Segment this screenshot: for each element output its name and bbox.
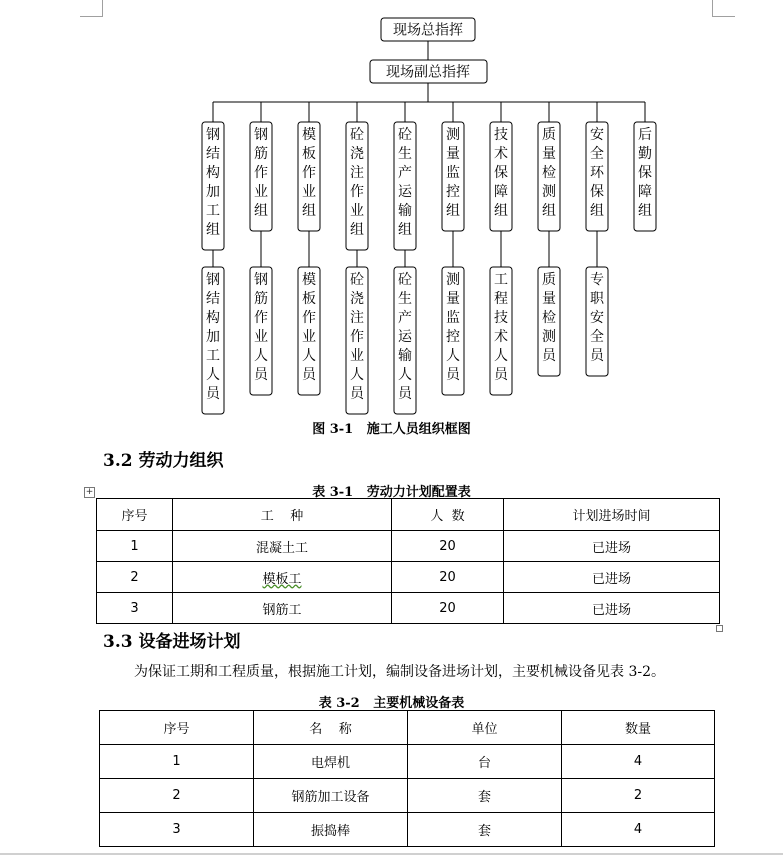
table-header-row [97, 499, 720, 531]
table-cell: 钢筋工 [173, 593, 392, 624]
table-cell: 振捣棒 [254, 813, 408, 847]
header-cell: 名 称 [254, 711, 408, 745]
table-cell: 套 [408, 813, 562, 847]
group-label: 砼生产运输组 [398, 127, 412, 238]
table-cell: 4 [562, 745, 715, 779]
table-cell: 钢筋加工设备 [254, 779, 408, 813]
table-header-row [100, 711, 715, 745]
staff-label: 砼生产运输人员 [398, 272, 412, 402]
table-cell: 1 [100, 745, 254, 779]
table-cell: 4 [562, 813, 715, 847]
table-move-handle[interactable]: + [85, 487, 94, 497]
table-cell: 2 [562, 779, 715, 813]
table-row [100, 813, 715, 847]
table-cell: 20 [392, 562, 504, 593]
table-row [100, 745, 715, 779]
group-label: 质量检测组 [542, 127, 556, 219]
header-cell: 单位 [408, 711, 562, 745]
group-label: 钢结构加工组 [206, 127, 220, 238]
table-cell: 3 [100, 813, 254, 847]
page-edge [0, 853, 783, 855]
table-cell: 台 [408, 745, 562, 779]
root-label: 现场总指挥 [393, 22, 463, 39]
header-cell: 序号 [97, 499, 173, 531]
table-cell: 已进场 [504, 531, 720, 562]
header-cell: 序号 [100, 711, 254, 745]
table-cell: 2 [97, 562, 173, 593]
equipment-table [99, 710, 715, 847]
table-row [97, 593, 720, 624]
org-chart [0, 0, 783, 420]
group-label: 安全环保组 [590, 127, 604, 219]
group-label: 模板作业组 [302, 127, 316, 219]
staff-label: 钢筋作业人员 [254, 272, 268, 383]
table-cell: 2 [100, 779, 254, 813]
header-cell: 计划进场时间 [504, 499, 720, 531]
table-cell: 20 [392, 593, 504, 624]
table-cell: 1 [97, 531, 173, 562]
header-cell: 工 种 [173, 499, 392, 531]
table-row [97, 562, 720, 593]
deputy-label: 现场副总指挥 [386, 64, 470, 81]
table2-caption: 表 3-2 主要机械设备表 [318, 696, 465, 711]
table-row [97, 531, 720, 562]
staff-label: 质量检测员 [542, 272, 556, 364]
section-heading-labor: 3.2 劳动力组织 [103, 451, 224, 471]
figure-caption: 图 3-1 施工人员组织框图 [312, 422, 471, 437]
table-cell: 20 [392, 531, 504, 562]
table-row [100, 779, 715, 813]
staff-label: 专职安全员 [590, 272, 604, 364]
group-label: 砼浇注作业组 [350, 127, 364, 238]
group-label: 测量监控组 [446, 127, 460, 219]
staff-label: 测量监控人员 [446, 272, 460, 383]
table-resize-handle[interactable] [716, 625, 723, 632]
table-cell: 模板工 [173, 562, 392, 593]
staff-label: 砼浇注作业人员 [350, 272, 364, 402]
table-cell: 混凝土工 [173, 531, 392, 562]
labor-table [96, 498, 720, 624]
header-cell: 数量 [562, 711, 715, 745]
group-label: 钢筋作业组 [254, 127, 268, 219]
group-label: 技术保障组 [494, 127, 508, 219]
staff-label: 工程技术人员 [494, 272, 508, 383]
header-cell: 人 数 [392, 499, 504, 531]
table-cell: 已进场 [504, 562, 720, 593]
table-cell: 电焊机 [254, 745, 408, 779]
table-cell: 3 [97, 593, 173, 624]
body-paragraph: 为保证工期和工程质量，根据施工计划，编制设备进场计划，主要机械设备见表 3-2。 [134, 664, 665, 680]
table-cell: 套 [408, 779, 562, 813]
staff-label: 钢结构加工人员 [206, 272, 220, 402]
staff-label: 模板作业人员 [302, 272, 316, 383]
table-cell: 已进场 [504, 593, 720, 624]
table1-caption: 表 3-1 劳动力计划配置表 [312, 485, 471, 500]
section-heading-equipment: 3.3 设备进场计划 [103, 632, 241, 652]
group-label: 后勤保障组 [638, 127, 652, 219]
